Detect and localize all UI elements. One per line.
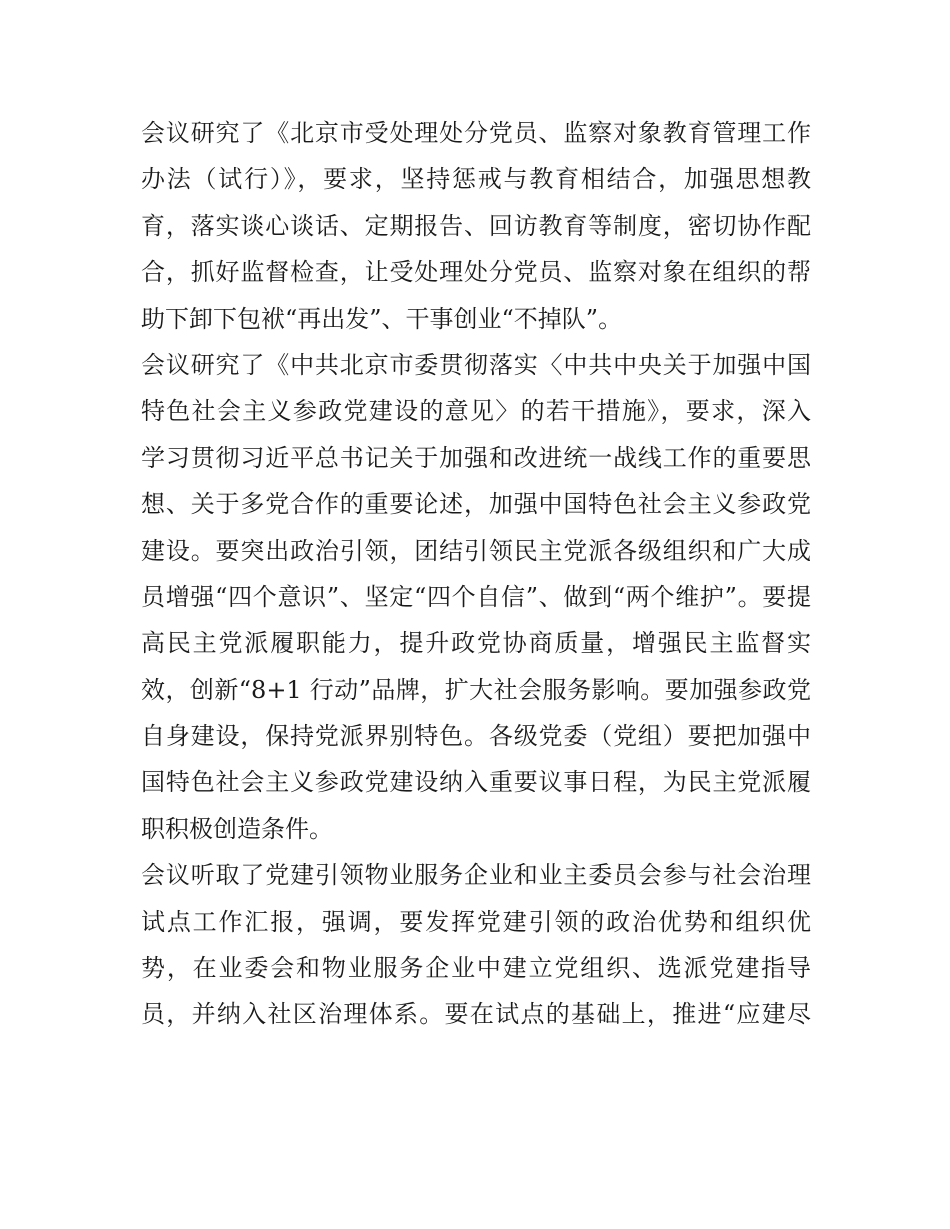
text-line: 会议研究了《北京市受处理处分党员、监察对象教育管理工作 <box>141 119 811 147</box>
text-line: 员增强“四个意识”、坚定“四个自信”、做到“两个维护”。要提 <box>141 582 811 611</box>
text-line: 员，并纳入社区治理体系。要在试点的基础上，推进“应建尽 <box>141 1000 811 1029</box>
text-line: 会议听取了党建引领物业服务企业和业主委员会参与社会治理 <box>141 861 811 890</box>
text-line: 想、关于多党合作的重要论述，加强中国特色社会主义参政党 <box>141 490 811 519</box>
document-body <box>141 110 811 1038</box>
text-line: 建设。要突出政治引领，团结引领民主党派各级组织和广大成 <box>141 536 811 565</box>
text-line: 特色社会主义参政党建设的意见〉的若干措施》，要求，深入 <box>141 397 811 426</box>
paragraph-1 <box>141 110 811 342</box>
text-line: 势，在业委会和物业服务企业中建立党组织、选派党建指导 <box>141 954 811 983</box>
text-line: 效，创新“8+1 行动”品牌，扩大社会服务影响。要加强参政党 <box>141 675 811 704</box>
paragraph-3 <box>141 852 811 1038</box>
text-line: 国特色社会主义参政党建设纳入重要议事日程，为民主党派履 <box>141 768 811 797</box>
text-line: 自身建设，保持党派界别特色。各级党委（党组）要把加强中 <box>141 722 811 751</box>
text-line: 办法（试行）》，要求，坚持惩戒与教育相结合，加强思想教 <box>141 165 811 194</box>
text-line: 学习贯彻习近平总书记关于加强和改进统一战线工作的重要思 <box>141 443 811 472</box>
text-line: 育，落实谈心谈话、定期报告、回访教育等制度，密切协作配 <box>141 211 811 240</box>
text-line: 会议研究了《中共北京市委贯彻落实〈中共中央关于加强中国 <box>141 350 811 379</box>
text-line: 高民主党派履职能力，提升政党协商质量，增强民主监督实 <box>141 629 811 658</box>
text-line: 试点工作汇报，强调，要发挥党建引领的政治优势和组织优 <box>141 907 811 936</box>
text-line: 合，抓好监督检查，让受处理处分党员、监察对象在组织的帮 <box>141 258 811 287</box>
text-line: 职积极创造条件。 <box>141 814 333 843</box>
paragraph-2 <box>141 342 811 852</box>
text-line: 助下卸下包袱“再出发”、干事创业“不掉队”。 <box>141 304 623 333</box>
